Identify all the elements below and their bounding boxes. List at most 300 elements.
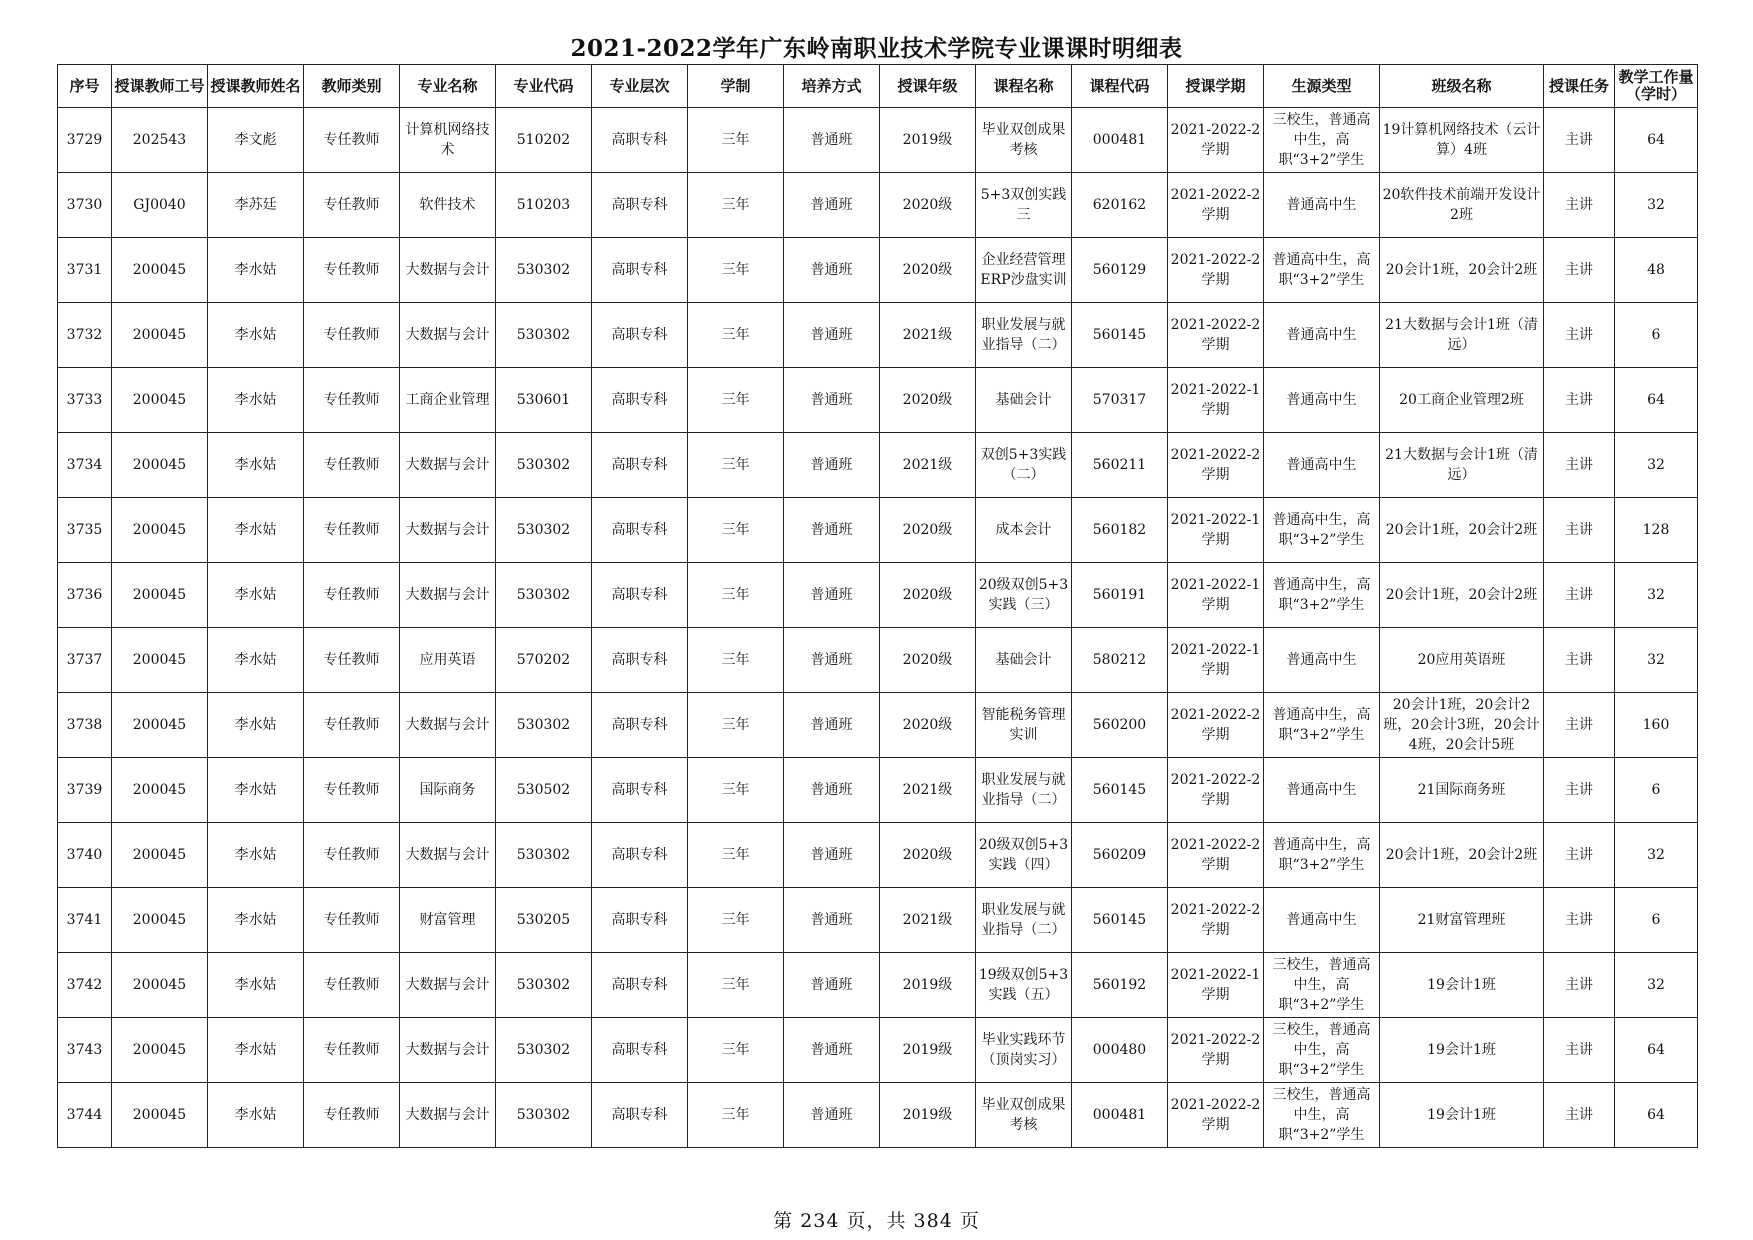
table-cell: 普通高中生	[1264, 888, 1380, 953]
table-cell: 普通班	[784, 888, 880, 953]
table-cell: 高职专科	[592, 693, 688, 758]
table-cell: 200045	[112, 563, 208, 628]
table-cell: 专任教师	[304, 953, 400, 1018]
table-cell: 2021-2022-2学期	[1168, 303, 1264, 368]
table-cell: 专任教师	[304, 1083, 400, 1148]
table-cell: 主讲	[1544, 628, 1615, 693]
table-cell: 专任教师	[304, 238, 400, 303]
table-cell: 560182	[1072, 498, 1168, 563]
table-cell: 大数据与会计	[400, 693, 496, 758]
table-cell: 200045	[112, 758, 208, 823]
table-cell: 普通班	[784, 1083, 880, 1148]
table-cell: 主讲	[1544, 433, 1615, 498]
column-header: 授课教师工号	[112, 65, 208, 108]
table-cell: 三年	[688, 693, 784, 758]
table-cell: 200045	[112, 433, 208, 498]
table-cell: 普通高中生，高职“3+2”学生	[1264, 823, 1380, 888]
table-cell: 2021-2022-1学期	[1168, 953, 1264, 1018]
table-cell: 高职专科	[592, 1083, 688, 1148]
table-cell: 2021级	[880, 888, 976, 953]
table-cell: 3730	[58, 173, 112, 238]
table-cell: 大数据与会计	[400, 498, 496, 563]
table-cell: 高职专科	[592, 108, 688, 173]
table-cell: 200045	[112, 628, 208, 693]
table-cell: 200045	[112, 368, 208, 433]
table-cell: 智能税务管理实训	[976, 693, 1072, 758]
table-cell: 高职专科	[592, 563, 688, 628]
table-cell: 2019级	[880, 1083, 976, 1148]
table-cell: 32	[1615, 433, 1698, 498]
table-row	[58, 888, 1698, 953]
table-cell: 三年	[688, 758, 784, 823]
table-cell: 普通高中生，高职“3+2”学生	[1264, 563, 1380, 628]
table-cell: 基础会计	[976, 628, 1072, 693]
table-cell: 三年	[688, 823, 784, 888]
table-cell: 530302	[496, 563, 592, 628]
table-cell: 3734	[58, 433, 112, 498]
table-cell: 3729	[58, 108, 112, 173]
table-cell: 2021-2022-2学期	[1168, 693, 1264, 758]
table-cell: 大数据与会计	[400, 303, 496, 368]
table-cell: 200045	[112, 693, 208, 758]
table-cell: 3736	[58, 563, 112, 628]
table-cell: 主讲	[1544, 1018, 1615, 1083]
table-cell: 李水姑	[208, 563, 304, 628]
table-cell: 2021级	[880, 758, 976, 823]
table-cell: 620162	[1072, 173, 1168, 238]
table-cell: 软件技术	[400, 173, 496, 238]
table-cell: 三校生，普通高中生，高职“3+2”学生	[1264, 108, 1380, 173]
table-cell: 2020级	[880, 693, 976, 758]
table-cell: 200045	[112, 1018, 208, 1083]
table-cell: 560211	[1072, 433, 1168, 498]
table-cell: 530302	[496, 303, 592, 368]
table-cell: 普通高中生，高职“3+2”学生	[1264, 693, 1380, 758]
table-cell: 李水姑	[208, 303, 304, 368]
table-cell: 三年	[688, 1018, 784, 1083]
table-cell: 李水姑	[208, 888, 304, 953]
table-cell: 20应用英语班	[1380, 628, 1544, 693]
table-cell: 高职专科	[592, 433, 688, 498]
table-cell: 21国际商务班	[1380, 758, 1544, 823]
table-cell: 李水姑	[208, 693, 304, 758]
column-header: 教学工作量（学时）	[1615, 65, 1698, 108]
table-cell: 32	[1615, 173, 1698, 238]
table-cell: 20会计1班，20会计2班	[1380, 498, 1544, 563]
table-cell: 21大数据与会计1班（清远）	[1380, 433, 1544, 498]
table-cell: 200045	[112, 303, 208, 368]
table-cell: 3737	[58, 628, 112, 693]
table-cell: 570317	[1072, 368, 1168, 433]
table-cell: 李水姑	[208, 1083, 304, 1148]
table-cell: 普通班	[784, 368, 880, 433]
table-cell: 职业发展与就业指导（二）	[976, 303, 1072, 368]
table-cell: 560129	[1072, 238, 1168, 303]
table-row	[58, 238, 1698, 303]
table-cell: 普通高中生，高职“3+2”学生	[1264, 498, 1380, 563]
table-cell: 高职专科	[592, 303, 688, 368]
column-header: 班级名称	[1380, 65, 1544, 108]
table-cell: 560145	[1072, 303, 1168, 368]
table-cell: 普通班	[784, 108, 880, 173]
table-cell: 2019级	[880, 108, 976, 173]
table-cell: 21财富管理班	[1380, 888, 1544, 953]
table-cell: 高职专科	[592, 238, 688, 303]
table-cell: 三年	[688, 108, 784, 173]
column-header: 生源类型	[1264, 65, 1380, 108]
table-cell: 普通高中生	[1264, 368, 1380, 433]
table-cell: 3742	[58, 953, 112, 1018]
table-cell: 李苏廷	[208, 173, 304, 238]
table-cell: 560191	[1072, 563, 1168, 628]
table-cell: 19会计1班	[1380, 1083, 1544, 1148]
table-cell: 主讲	[1544, 173, 1615, 238]
column-header: 专业名称	[400, 65, 496, 108]
table-cell: 20软件技术前端开发设计2班	[1380, 173, 1544, 238]
table-cell: 普通高中生	[1264, 173, 1380, 238]
table-cell: 20级双创5+3实践（四）	[976, 823, 1072, 888]
table-cell: 三年	[688, 563, 784, 628]
table-cell: 160	[1615, 693, 1698, 758]
table-cell: 职业发展与就业指导（二）	[976, 888, 1072, 953]
table-cell: 2020级	[880, 563, 976, 628]
table-cell: 成本会计	[976, 498, 1072, 563]
column-header: 培养方式	[784, 65, 880, 108]
table-cell: 2020级	[880, 628, 976, 693]
table-cell: 普通班	[784, 303, 880, 368]
column-header: 课程代码	[1072, 65, 1168, 108]
table-cell: 普通班	[784, 693, 880, 758]
table-cell: 专任教师	[304, 303, 400, 368]
table-cell: 202543	[112, 108, 208, 173]
table-cell: 6	[1615, 758, 1698, 823]
table-cell: 毕业双创成果考核	[976, 108, 1072, 173]
table-cell: 20级双创5+3实践（三）	[976, 563, 1072, 628]
table-cell: 毕业双创成果考核	[976, 1083, 1072, 1148]
table-cell: 大数据与会计	[400, 1083, 496, 1148]
table-cell: 主讲	[1544, 563, 1615, 628]
table-cell: 大数据与会计	[400, 823, 496, 888]
table-row	[58, 823, 1698, 888]
table-cell: 普通高中生	[1264, 303, 1380, 368]
table-cell: 普通班	[784, 628, 880, 693]
table-row	[58, 1018, 1698, 1083]
table-cell: 2021级	[880, 303, 976, 368]
table-cell: 530302	[496, 498, 592, 563]
table-cell: 2021-2022-2学期	[1168, 1083, 1264, 1148]
table-cell: 李水姑	[208, 368, 304, 433]
table-cell: 2021-2022-2学期	[1168, 433, 1264, 498]
table-cell: 高职专科	[592, 628, 688, 693]
table-cell: 19计算机网络技术（云计算）4班	[1380, 108, 1544, 173]
column-header: 授课年级	[880, 65, 976, 108]
table-cell: 李水姑	[208, 823, 304, 888]
page-title: 2021-2022学年广东岭南职业技术学院专业课课时明细表	[570, 35, 1183, 62]
table-cell: 大数据与会计	[400, 563, 496, 628]
table-cell: 2019级	[880, 1018, 976, 1083]
table-cell: 主讲	[1544, 758, 1615, 823]
table-cell: 大数据与会计	[400, 1018, 496, 1083]
column-header: 授课任务	[1544, 65, 1615, 108]
table-cell: 李水姑	[208, 758, 304, 823]
table-cell: 大数据与会计	[400, 953, 496, 1018]
table-cell: 普通班	[784, 433, 880, 498]
table-row	[58, 758, 1698, 823]
table-cell: 32	[1615, 563, 1698, 628]
table-cell: 李水姑	[208, 1018, 304, 1083]
table-cell: 64	[1615, 368, 1698, 433]
table-cell: 200045	[112, 238, 208, 303]
column-header: 授课教师姓名	[208, 65, 304, 108]
table-cell: 应用英语	[400, 628, 496, 693]
table-cell: 2021-2022-1学期	[1168, 563, 1264, 628]
table-cell: 200045	[112, 823, 208, 888]
table-cell: 国际商务	[400, 758, 496, 823]
table-cell: 普通高中生	[1264, 758, 1380, 823]
table-cell: 32	[1615, 823, 1698, 888]
table-cell: 专任教师	[304, 1018, 400, 1083]
table-cell: 3738	[58, 693, 112, 758]
table-cell: 2021级	[880, 433, 976, 498]
table-cell: 64	[1615, 108, 1698, 173]
table-row	[58, 498, 1698, 563]
table-row	[58, 693, 1698, 758]
course-hours-table	[57, 64, 1698, 1148]
table-cell: 3739	[58, 758, 112, 823]
table-cell: 职业发展与就业指导（二）	[976, 758, 1072, 823]
table-row	[58, 628, 1698, 693]
table-cell: 普通班	[784, 1018, 880, 1083]
table-cell: 三年	[688, 498, 784, 563]
table-cell: 高职专科	[592, 823, 688, 888]
table-cell: 530302	[496, 823, 592, 888]
page-footer: 第 234 页，共 384 页	[773, 1210, 980, 1232]
table-cell: 高职专科	[592, 953, 688, 1018]
column-header: 学制	[688, 65, 784, 108]
table-cell: 2019级	[880, 953, 976, 1018]
table-cell: 000481	[1072, 108, 1168, 173]
table-cell: 主讲	[1544, 108, 1615, 173]
table-cell: 专任教师	[304, 628, 400, 693]
table-cell: 580212	[1072, 628, 1168, 693]
table-row	[58, 1083, 1698, 1148]
table-cell: 510202	[496, 108, 592, 173]
table-cell: 主讲	[1544, 303, 1615, 368]
table-cell: 21大数据与会计1班（清远）	[1380, 303, 1544, 368]
table-cell: 双创5+3实践（二）	[976, 433, 1072, 498]
table-cell: 普通班	[784, 758, 880, 823]
table-cell: 专任教师	[304, 888, 400, 953]
table-row	[58, 173, 1698, 238]
table-cell: 530302	[496, 1018, 592, 1083]
table-cell: 3740	[58, 823, 112, 888]
table-cell: 专任教师	[304, 498, 400, 563]
table-row	[58, 108, 1698, 173]
table-cell: 560200	[1072, 693, 1168, 758]
column-header: 序号	[58, 65, 112, 108]
table-cell: 毕业实践环节（顶岗实习）	[976, 1018, 1072, 1083]
table-cell: 计算机网络技术	[400, 108, 496, 173]
table-cell: 2020级	[880, 498, 976, 563]
table-cell: 普通班	[784, 953, 880, 1018]
table-cell: 3733	[58, 368, 112, 433]
table-cell: 三年	[688, 953, 784, 1018]
table-cell: 6	[1615, 303, 1698, 368]
table-cell: 高职专科	[592, 758, 688, 823]
table-cell: 主讲	[1544, 1083, 1615, 1148]
table-cell: 530205	[496, 888, 592, 953]
table-cell: 普通班	[784, 498, 880, 563]
table-cell: 3731	[58, 238, 112, 303]
table-cell: 普通班	[784, 173, 880, 238]
table-cell: 2021-2022-2学期	[1168, 758, 1264, 823]
table-cell: 20会计1班，20会计2班	[1380, 238, 1544, 303]
table-cell: 200045	[112, 888, 208, 953]
table-cell: 530502	[496, 758, 592, 823]
table-cell: 三年	[688, 433, 784, 498]
table-cell: 2021-2022-2学期	[1168, 173, 1264, 238]
table-row	[58, 433, 1698, 498]
table-cell: 2020级	[880, 823, 976, 888]
table-cell: 20会计1班，20会计2班	[1380, 563, 1544, 628]
table-cell: 2020级	[880, 238, 976, 303]
table-cell: 专任教师	[304, 693, 400, 758]
table-cell: 2021-2022-2学期	[1168, 888, 1264, 953]
table-row	[58, 303, 1698, 368]
table-cell: 三年	[688, 628, 784, 693]
table-cell: 560145	[1072, 888, 1168, 953]
table-cell: 510203	[496, 173, 592, 238]
table-cell: 560145	[1072, 758, 1168, 823]
table-cell: 专任教师	[304, 758, 400, 823]
table-cell: GJ0040	[112, 173, 208, 238]
table-cell: 20会计1班，20会计2班，20会计3班，20会计4班，20会计5班	[1380, 693, 1544, 758]
column-header: 授课学期	[1168, 65, 1264, 108]
table-cell: 主讲	[1544, 238, 1615, 303]
table-cell: 3732	[58, 303, 112, 368]
table-cell: 530601	[496, 368, 592, 433]
table-cell: 32	[1615, 628, 1698, 693]
table-cell: 19会计1班	[1380, 1018, 1544, 1083]
table-row	[58, 563, 1698, 628]
table-cell: 专任教师	[304, 823, 400, 888]
table-cell: 19会计1班	[1380, 953, 1544, 1018]
table-cell: 2021-2022-2学期	[1168, 238, 1264, 303]
table-cell: 530302	[496, 953, 592, 1018]
table-cell: 主讲	[1544, 888, 1615, 953]
table-cell: 专任教师	[304, 563, 400, 628]
table-cell: 2021-2022-1学期	[1168, 498, 1264, 563]
table-header-row	[58, 65, 1698, 108]
table-cell: 高职专科	[592, 368, 688, 433]
column-header: 课程名称	[976, 65, 1072, 108]
table-cell: 专任教师	[304, 368, 400, 433]
table-cell: 530302	[496, 433, 592, 498]
table-cell: 主讲	[1544, 498, 1615, 563]
table-cell: 2021-2022-2学期	[1168, 823, 1264, 888]
table-cell: 560209	[1072, 823, 1168, 888]
table-cell: 三校生，普通高中生，高职“3+2”学生	[1264, 1018, 1380, 1083]
column-header: 专业代码	[496, 65, 592, 108]
table-cell: 李文彪	[208, 108, 304, 173]
table-cell: 3741	[58, 888, 112, 953]
table-cell: 19级双创5+3实践（五）	[976, 953, 1072, 1018]
table-cell: 48	[1615, 238, 1698, 303]
table-cell: 财富管理	[400, 888, 496, 953]
table-cell: 普通班	[784, 238, 880, 303]
table-cell: 普通高中生，高职“3+2”学生	[1264, 238, 1380, 303]
table-row	[58, 953, 1698, 1018]
table-cell: 三校生，普通高中生，高职“3+2”学生	[1264, 953, 1380, 1018]
table-cell: 三年	[688, 888, 784, 953]
table-cell: 2021-2022-2学期	[1168, 1018, 1264, 1083]
table-cell: 大数据与会计	[400, 433, 496, 498]
table-cell: 530302	[496, 238, 592, 303]
table-cell: 专任教师	[304, 108, 400, 173]
table-cell: 200045	[112, 498, 208, 563]
table-cell: 3744	[58, 1083, 112, 1148]
table-cell: 三校生，普通高中生，高职“3+2”学生	[1264, 1083, 1380, 1148]
table-cell: 5+3双创实践三	[976, 173, 1072, 238]
table-cell: 000481	[1072, 1083, 1168, 1148]
table-cell: 李水姑	[208, 498, 304, 563]
table-cell: 三年	[688, 303, 784, 368]
table-cell: 三年	[688, 173, 784, 238]
table-row	[58, 368, 1698, 433]
table-cell: 200045	[112, 953, 208, 1018]
table-cell: 000480	[1072, 1018, 1168, 1083]
table-cell: 高职专科	[592, 1018, 688, 1083]
table-cell: 主讲	[1544, 823, 1615, 888]
table-cell: 三年	[688, 368, 784, 433]
table-cell: 李水姑	[208, 628, 304, 693]
table-cell: 20会计1班，20会计2班	[1380, 823, 1544, 888]
table-cell: 64	[1615, 1083, 1698, 1148]
column-header: 专业层次	[592, 65, 688, 108]
table-cell: 3743	[58, 1018, 112, 1083]
table-cell: 高职专科	[592, 173, 688, 238]
table-cell: 李水姑	[208, 953, 304, 1018]
table-cell: 2021-2022-1学期	[1168, 628, 1264, 693]
table-cell: 128	[1615, 498, 1698, 563]
table-cell: 企业经营管理ERP沙盘实训	[976, 238, 1072, 303]
table-cell: 普通班	[784, 563, 880, 628]
table-cell: 530302	[496, 1083, 592, 1148]
table-cell: 李水姑	[208, 433, 304, 498]
table-cell: 32	[1615, 953, 1698, 1018]
table-cell: 三年	[688, 238, 784, 303]
table-cell: 2020级	[880, 173, 976, 238]
table-cell: 高职专科	[592, 498, 688, 563]
table-cell: 主讲	[1544, 693, 1615, 758]
table-cell: 200045	[112, 1083, 208, 1148]
table-cell: 李水姑	[208, 238, 304, 303]
table-cell: 主讲	[1544, 953, 1615, 1018]
table-cell: 560192	[1072, 953, 1168, 1018]
table-cell: 570202	[496, 628, 592, 693]
table-cell: 专任教师	[304, 433, 400, 498]
table-cell: 普通班	[784, 823, 880, 888]
table-cell: 2021-2022-2学期	[1168, 108, 1264, 173]
table-cell: 64	[1615, 1018, 1698, 1083]
table-cell: 大数据与会计	[400, 238, 496, 303]
table-cell: 工商企业管理	[400, 368, 496, 433]
table-cell: 普通高中生	[1264, 433, 1380, 498]
table-cell: 主讲	[1544, 368, 1615, 433]
table-cell: 三年	[688, 1083, 784, 1148]
table-body	[58, 108, 1698, 1148]
table-cell: 6	[1615, 888, 1698, 953]
